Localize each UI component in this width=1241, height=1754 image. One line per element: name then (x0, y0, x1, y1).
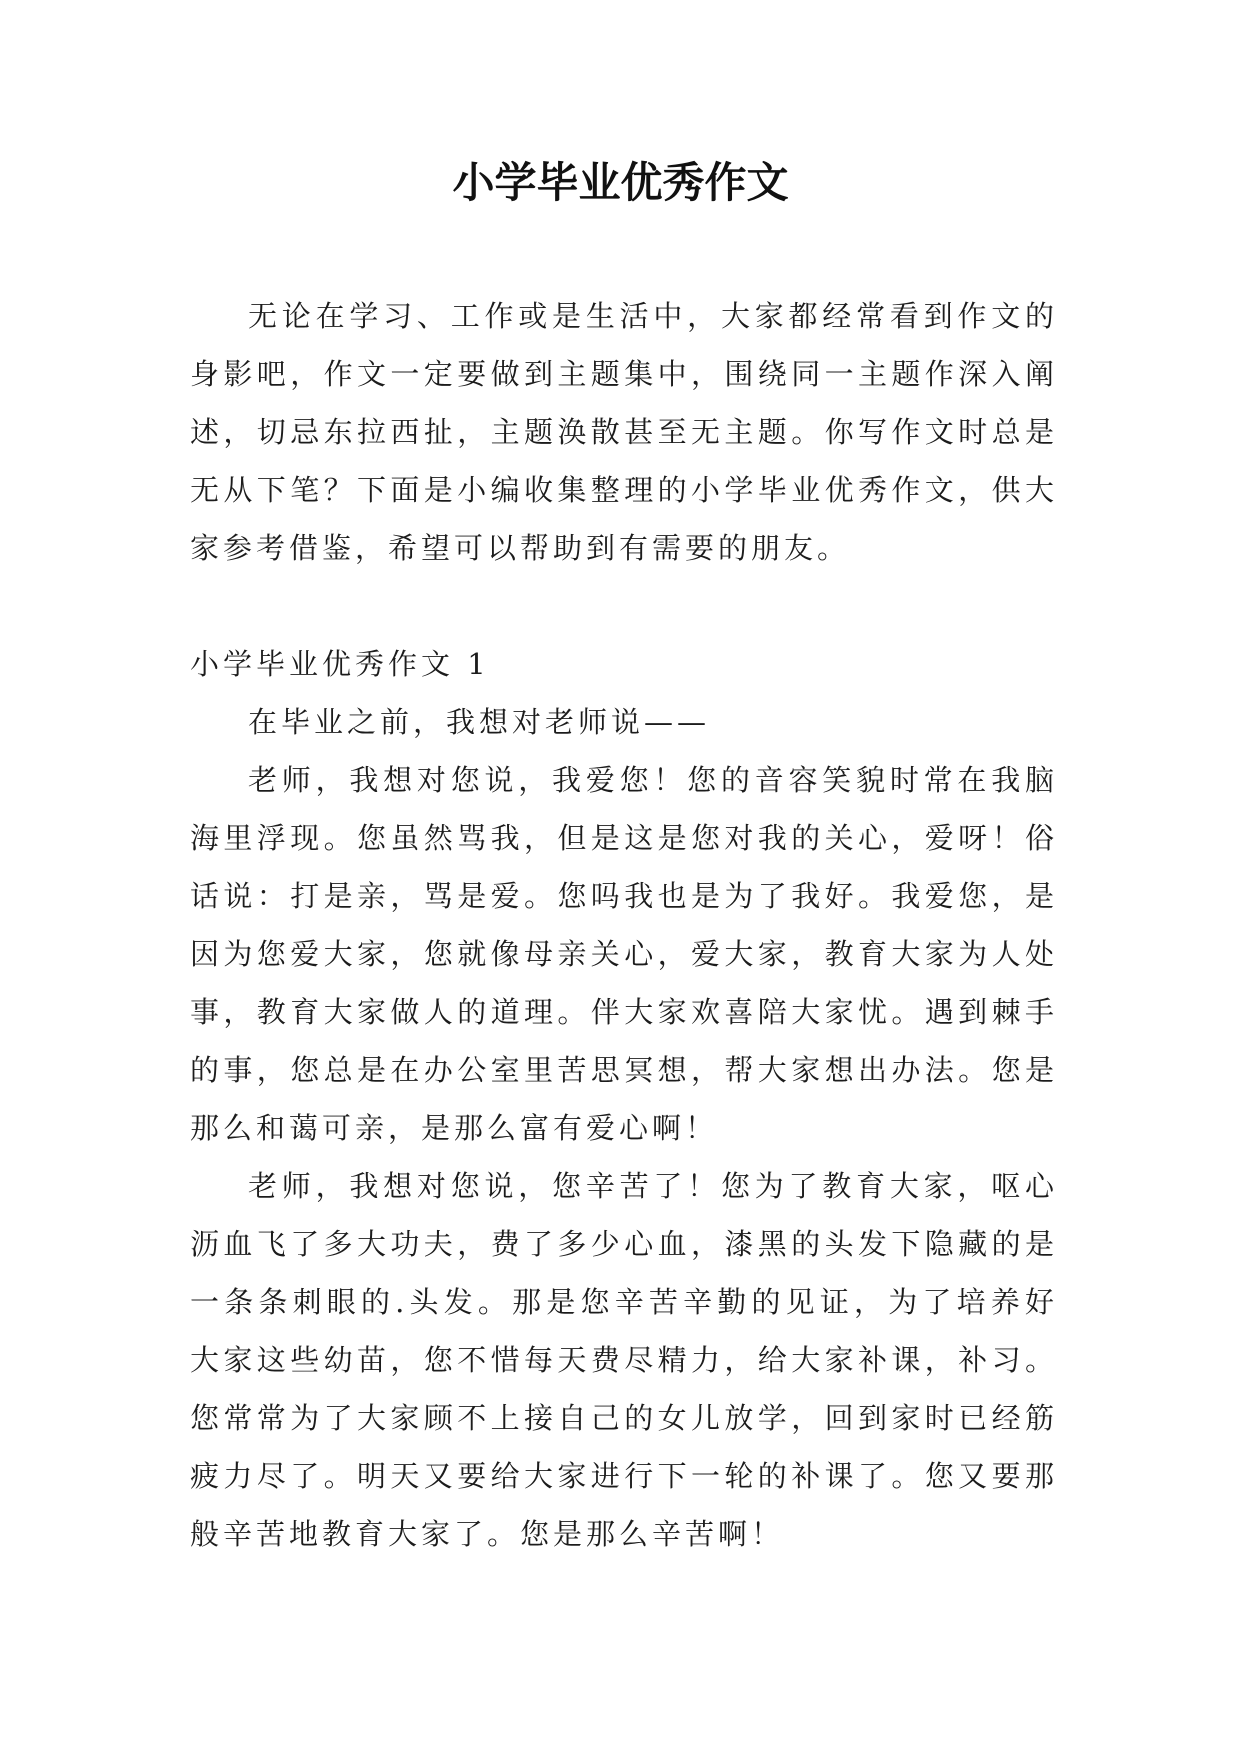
body-paragraph: 老师，我想对您说，您辛苦了！您为了教育大家，呕心沥血飞了多大功夫，费了多少心血，漆黑的头发下隐藏的是一条条刺眼的.头发。那是您辛苦辛勤的见证，为了培养好大家这些幼苗，您不惜每天费尽精力，给大家补课，补习。您常常为了大家顾不上接自己的女儿放学，回到家时已经筋疲力尽了。明天又要给大家进行下一轮的补课了。您又要那般辛苦地教育大家了。您是那么辛苦啊！ (190, 1169, 1058, 1551)
intro-paragraph: 无论在学习、工作或是生活中，大家都经常看到作文的身影吧，作文一定要做到主题集中，围绕同一主题作深入阐述，切忌东拉西扯，主题涣散甚至无主题。你写作文时总是无从下笔？下面是小编收集整理的小学毕业优秀作文，供大家参考借鉴，希望可以帮助到有需要的朋友。 (190, 299, 1058, 565)
body-paragraph: 在毕业之前，我想对老师说—— (248, 705, 711, 739)
body-paragraph: 老师，我想对您说，我爱您！您的音容笑貌时常在我脑海里浮现。您虽然骂我，但是这是您对我的关心，爱呀！俗话说：打是亲，骂是爱。您吗我也是为了我好。我爱您，是因为您爱大家，您就像母亲关心，爱大家，教育大家为人处事，教育大家做人的道理。伴大家欢喜陪大家忧。遇到棘手的事，您总是在办公室里苦思冥想，帮大家想出办法。您是那么和蔼可亲，是那么富有爱心啊！ (190, 763, 1058, 1145)
document-body (190, 287, 1058, 1563)
section-heading: 小学毕业优秀作文 1 (190, 647, 490, 681)
document-title: 小学毕业优秀作文 (452, 158, 789, 207)
